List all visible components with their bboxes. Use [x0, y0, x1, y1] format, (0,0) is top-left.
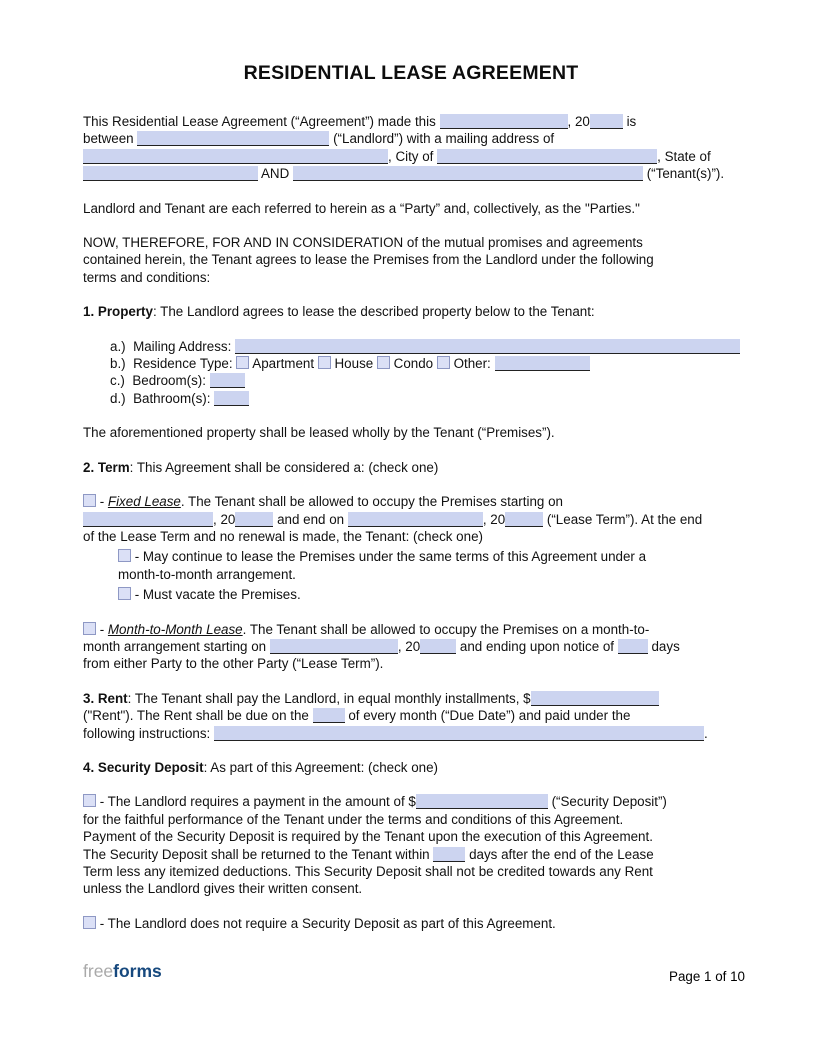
- text-run: days after the end of the Lease: [465, 846, 654, 862]
- text-line: [83, 759, 739, 776]
- text-line: [83, 130, 739, 147]
- text-run: is: [622, 114, 637, 129]
- month-to-month-option: [83, 621, 739, 673]
- text-line: [83, 811, 739, 828]
- text-run: , 20: [482, 511, 506, 527]
- text-run: between: [83, 131, 138, 147]
- text-run: (“Landlord”) with a mailing address of: [329, 131, 555, 147]
- checkbox-month-to-month[interactable]: [83, 622, 96, 635]
- section-2-term-heading: [83, 459, 739, 476]
- blank-fixed-end-date[interactable]: [348, 512, 483, 527]
- text-run: House: [330, 356, 377, 372]
- blank-residence-type-other[interactable]: [495, 356, 590, 371]
- section-1-property-heading: [83, 303, 739, 320]
- text-line: [118, 548, 739, 565]
- blank-bedrooms[interactable]: [210, 373, 245, 388]
- text-run: month arrangement starting on: [83, 638, 270, 654]
- text-line: [83, 200, 739, 217]
- blank-city[interactable]: [437, 149, 657, 164]
- text-run: terms and conditions:: [83, 269, 211, 285]
- text-run: Apartment: [249, 356, 318, 372]
- parties-clause: [83, 200, 739, 217]
- text-line: [83, 707, 739, 724]
- blank-fixed-start-year[interactable]: [235, 512, 273, 527]
- text-run: b.) Residence Type:: [110, 356, 237, 372]
- text-line: [83, 863, 739, 880]
- text-line: [110, 355, 739, 372]
- text-line: [118, 586, 739, 603]
- text-line: [83, 459, 739, 476]
- section-3-rent: [83, 690, 739, 742]
- fixed-lease-option: [83, 493, 739, 545]
- document-body: [83, 113, 739, 932]
- text-line: [118, 566, 739, 583]
- checkbox-fixed-lease[interactable]: [83, 494, 96, 507]
- blank-landlord-name[interactable]: [137, 131, 329, 146]
- blank-tenant-names[interactable]: [293, 166, 643, 181]
- text-run: , 20: [397, 638, 421, 654]
- consideration-clause: [83, 234, 739, 286]
- text-line: [83, 846, 739, 863]
- section-4-security-deposit-heading: [83, 759, 739, 776]
- blank-property-mailing-address[interactable]: [235, 339, 740, 354]
- text-run: The aforementioned property shall be leased wholly by the Tenant (“Premises”).: [83, 425, 555, 441]
- text-line: [83, 511, 739, 528]
- blank-landlord-street-address[interactable]: [83, 149, 388, 164]
- intro-paragraph: [83, 113, 739, 183]
- text-line: [83, 269, 739, 286]
- text-run: ("Rent"). The Rent shall be due on the: [83, 708, 313, 724]
- text-run: , 20: [567, 114, 590, 129]
- text-run: contained herein, the Tenant agrees to lease the Premises from the Landlord under the following: [83, 252, 654, 268]
- text-run: : This Agreement shall be considered a: (check one): [129, 459, 439, 475]
- text-line: [83, 621, 739, 638]
- blank-mtm-start-year[interactable]: [420, 639, 456, 654]
- blank-payment-instructions[interactable]: [214, 726, 704, 741]
- text-run: The Security Deposit shall be returned to the Tenant within: [83, 846, 434, 862]
- checkbox-condo[interactable]: [377, 356, 390, 369]
- page-footer: [83, 961, 745, 984]
- text-line: [110, 390, 739, 407]
- checkbox-other[interactable]: [437, 356, 450, 369]
- text-run: d.) Bathroom(s):: [110, 390, 215, 406]
- property-details-list: [83, 338, 739, 408]
- text-run: , 20: [213, 511, 236, 527]
- freeforms-logo: [83, 961, 162, 981]
- text-run: Payment of the Security Deposit is required by the Tenant upon the execution of this Agreement.: [83, 829, 653, 845]
- document-title: RESIDENTIAL LEASE AGREEMENT: [243, 62, 579, 84]
- checkbox-security-deposit-required[interactable]: [83, 794, 96, 807]
- security-deposit-required-option: [83, 793, 739, 897]
- text-run: NOW, THEREFORE, FOR AND IN CONSIDERATION of the mutual promises and agreements: [83, 235, 643, 251]
- text-run: , State of: [657, 148, 711, 164]
- checkbox-house[interactable]: [318, 356, 331, 369]
- text-run: for the faithful performance of the Tenant under the terms and conditions of this Agreement.: [83, 811, 624, 827]
- text-run: days: [647, 638, 680, 654]
- text-run: Fixed Lease: [107, 494, 181, 510]
- text-run: -: [96, 494, 108, 510]
- document-content: [83, 62, 739, 932]
- text-run: (“Security Deposit”): [547, 794, 667, 810]
- text-run: and ending upon notice of: [456, 638, 618, 654]
- page-number: Page 1 of 10: [669, 969, 745, 984]
- blank-agreement-year[interactable]: [590, 114, 623, 129]
- text-run: Month-to-Month Lease: [107, 621, 243, 637]
- text-run: . The Tenant shall be allowed to occupy the Premises on a month-to-: [242, 621, 650, 637]
- checkbox-may-continue[interactable]: [118, 549, 131, 562]
- fixed-lease-suboption-vacate: [83, 586, 739, 603]
- text-line: [83, 638, 739, 655]
- blank-notice-days[interactable]: [618, 639, 648, 654]
- text-run: (“Lease Term”). At the end: [543, 511, 703, 527]
- text-run: - The Landlord requires a payment in the amount of $: [96, 794, 416, 810]
- text-line: [83, 303, 739, 320]
- text-run: Condo: [389, 356, 437, 372]
- premises-clause: [83, 424, 739, 441]
- text-run: Landlord and Tenant are each referred to herein as a “Party” and, collectively, as the "Parties.": [83, 200, 640, 216]
- text-run: . The Tenant shall be allowed to occupy the Premises starting on: [180, 494, 563, 510]
- text-run: - May continue to lease the Premises under the same terms of this Agreement under a: [131, 549, 647, 565]
- fixed-lease-suboption-continue: [83, 548, 739, 583]
- text-line: [83, 165, 739, 182]
- text-line: [110, 372, 739, 389]
- text-line: [83, 655, 739, 672]
- text-run: - Must vacate the Premises.: [131, 587, 301, 603]
- text-line: [110, 338, 739, 355]
- security-deposit-not-required-option: [83, 915, 739, 932]
- text-line: [83, 234, 739, 251]
- checkbox-apartment[interactable]: [236, 356, 249, 369]
- text-run: 3. Rent: [83, 690, 128, 706]
- text-line: [83, 915, 739, 932]
- text-run: of every month (“Due Date”) and paid under the: [344, 708, 631, 724]
- text-run: unless the Landlord gives their written consent.: [83, 881, 363, 897]
- blank-fixed-start-date[interactable]: [83, 512, 213, 527]
- blank-agreement-date[interactable]: [440, 114, 568, 129]
- text-run: (“Tenant(s)”).: [642, 166, 725, 182]
- text-run: .: [704, 725, 708, 741]
- text-line: [83, 493, 739, 510]
- text-run: , City of: [388, 148, 438, 164]
- text-run: -: [96, 621, 108, 637]
- text-run: : As part of this Agreement: (check one): [203, 759, 439, 775]
- text-run: - The Landlord does not require a Security Deposit as part of this Agreement.: [96, 915, 556, 931]
- text-line: [83, 725, 739, 742]
- checkbox-no-security-deposit[interactable]: [83, 916, 96, 929]
- text-run: 2. Term: [83, 459, 130, 475]
- text-run: This Residential Lease Agreement (“Agreement”) made this: [83, 114, 440, 129]
- text-run: c.) Bedroom(s):: [110, 373, 210, 389]
- text-line: [83, 424, 739, 441]
- checkbox-must-vacate[interactable]: [118, 587, 131, 600]
- text-run: of the Lease Term and no renewal is made, the Tenant: (check one): [83, 528, 483, 544]
- blank-rent-due-day[interactable]: [313, 708, 345, 723]
- text-run: : The Tenant shall pay the Landlord, in equal monthly installments, $: [127, 690, 531, 706]
- text-run: 1. Property: [83, 304, 153, 320]
- text-run: AND: [258, 166, 293, 182]
- blank-security-deposit-amount[interactable]: [416, 794, 548, 809]
- text-line: [83, 148, 739, 165]
- text-line: [83, 528, 739, 545]
- text-run: month-to-month arrangement.: [118, 566, 296, 582]
- blank-state[interactable]: [83, 166, 258, 181]
- logo-text-forms: forms: [113, 961, 162, 981]
- blank-bathrooms[interactable]: [214, 391, 249, 406]
- text-line: [83, 828, 739, 845]
- text-run: from either Party to the other Party (“Lease Term”).: [83, 656, 384, 672]
- logo-text-free: free: [83, 961, 114, 981]
- text-line: [83, 880, 739, 897]
- text-run: 4. Security Deposit: [83, 759, 204, 775]
- blank-rent-amount[interactable]: [531, 691, 659, 706]
- text-line: [83, 251, 739, 268]
- text-line: [83, 690, 739, 707]
- text-run: Term less any itemized deductions. This Security Deposit shall not be credited towards any Rent: [83, 864, 653, 879]
- text-line: [83, 793, 739, 810]
- text-run: a.) Mailing Address:: [110, 338, 236, 354]
- text-run: Other:: [449, 356, 495, 372]
- blank-mtm-start-date[interactable]: [270, 639, 398, 654]
- text-run: : The Landlord agrees to lease the described property below to the Tenant:: [152, 304, 595, 320]
- text-line: [83, 113, 739, 130]
- blank-deposit-return-days[interactable]: [433, 847, 465, 862]
- blank-fixed-end-year[interactable]: [505, 512, 543, 527]
- text-run: following instructions:: [83, 725, 214, 741]
- text-run: and end on: [273, 511, 348, 527]
